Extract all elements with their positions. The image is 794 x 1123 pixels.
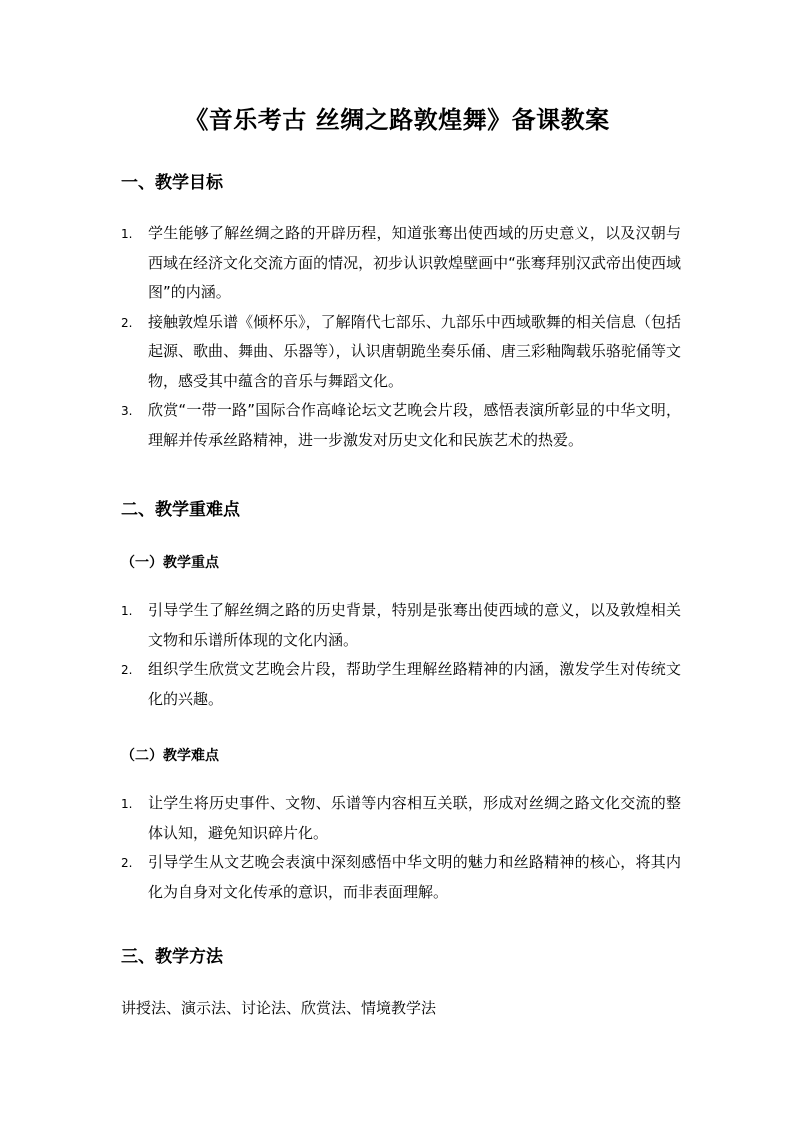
section-heading-methods: 三、教学方法 [121, 947, 223, 967]
list-number: 2. [121, 663, 133, 677]
subsection-heading-focus: （一）教学重点 [121, 555, 219, 571]
difficulty-list [121, 789, 681, 907]
document-title: 《音乐考古 丝绸之路敦煌舞》备课教案 [184, 106, 610, 134]
list-number: 1. [121, 604, 133, 618]
list-item [121, 596, 681, 655]
list-item-text: 引导学生从文艺晚会表演中深刻感悟中华文明的魅力和丝路精神的核心，将其内化为自身对文化传承的意识，而非表面理解。 [148, 853, 681, 901]
section-heading-objectives: 一、教学目标 [121, 173, 223, 193]
list-number: 3. [121, 404, 133, 418]
list-number: 1. [121, 797, 133, 811]
list-number: 2. [121, 315, 133, 330]
section-heading-key-points: 二、教学重难点 [121, 500, 240, 520]
list-item [121, 655, 681, 714]
list-item-text: 学生能够了解丝绸之路的开辟历程，知道张骞出使西域的历史意义，以及汉朝与西域在经济文化交流方面的情况，初步认识敦煌壁画中“张骞拜别汉武帝出使西域图”的内涵。 [148, 224, 681, 301]
list-item-text: 组织学生欣赏文艺晚会片段，帮助学生理解丝路精神的内涵，激发学生对传统文化的兴趣。 [148, 660, 681, 708]
list-item-text: 让学生将历史事件、文物、乐谱等内容相互关联，形成对丝绸之路文化交流的整体认知，避免知识碎片化。 [148, 794, 681, 842]
list-item [121, 308, 681, 397]
list-item-text: 欣赏“一带一路”国际合作高峰论坛文艺晚会片段，感悟表演所彰显的中华文明，理解并传承丝路精神，进一步激发对历史文化和民族艺术的热爱。 [148, 401, 681, 449]
objectives-list [121, 219, 681, 455]
subsection-heading-difficulty: （二）教学难点 [121, 748, 219, 764]
list-item [121, 848, 681, 907]
focus-list [121, 596, 681, 714]
list-item [121, 219, 681, 308]
list-number: 2. [121, 856, 133, 870]
list-item-text: 引导学生了解丝绸之路的历史背景，特别是张骞出使西域的意义，以及敦煌相关文物和乐谱所体现的文化内涵。 [148, 601, 681, 649]
list-item-text: 接触敦煌乐谱《倾杯乐》，了解隋代七部乐、九部乐中西域歌舞的相关信息（包括起源、歌曲、舞曲、乐器等），认识唐朝跪坐奏乐俑、唐三彩釉陶载乐骆驼俑等文物，感受其中蕴含的音乐与舞蹈文化。 [148, 312, 681, 390]
methods-text: 讲授法、演示法、讨论法、欣赏法、情境教学法 [121, 999, 437, 1017]
list-number: 1. [121, 227, 133, 241]
list-item [121, 789, 681, 848]
list-item [121, 396, 681, 455]
